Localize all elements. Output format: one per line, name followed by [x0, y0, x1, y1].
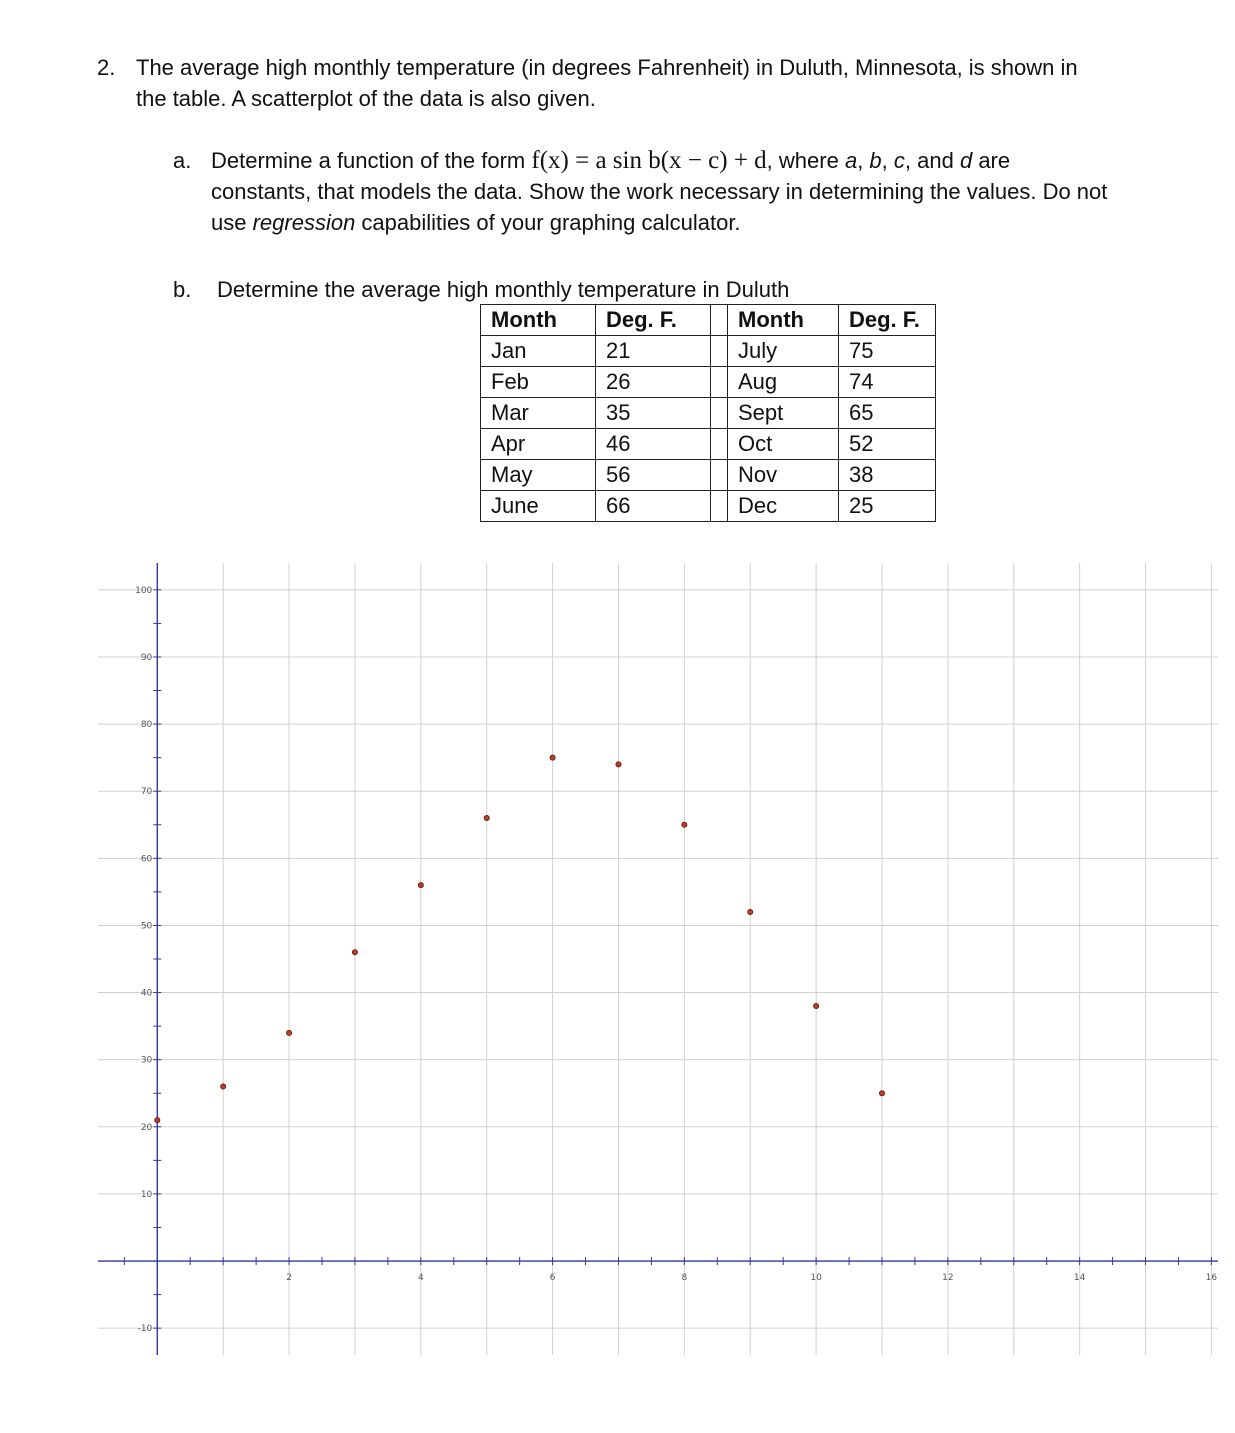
model-formula: f(x) = a sin b(x − c) + d: [531, 147, 767, 174]
month-cell: Aug: [728, 367, 839, 398]
constant-c: c: [893, 148, 905, 173]
temp-cell: 65: [839, 398, 936, 429]
sep-1: ,: [857, 148, 870, 173]
month-cell: Sept: [728, 398, 839, 429]
data-point: [550, 755, 555, 760]
table-row: [481, 460, 936, 491]
table-row: [481, 398, 936, 429]
header-deg-2: Deg. F.: [839, 305, 936, 336]
y-tick-label: 80: [140, 720, 153, 731]
data-point: [616, 762, 621, 767]
sep-3: , and: [904, 148, 960, 173]
scatterplot: [90, 555, 1225, 1360]
regression-word: regression: [252, 210, 356, 235]
y-tick-label: 50: [140, 921, 153, 932]
table-row: [481, 367, 936, 398]
temp-cell: 75: [839, 336, 936, 367]
spacer-cell: [711, 491, 728, 522]
y-tick-label: 30: [140, 1055, 153, 1066]
data-point: [484, 815, 489, 820]
month-cell: Mar: [481, 398, 596, 429]
header-month-1: Month: [481, 305, 596, 336]
x-tick-label: 10: [810, 1273, 822, 1284]
y-tick-label: 20: [140, 1122, 153, 1133]
month-cell: Dec: [728, 491, 839, 522]
data-point: [286, 1030, 291, 1035]
month-cell: Feb: [481, 367, 596, 398]
month-cell: May: [481, 460, 596, 491]
data-point: [221, 1084, 226, 1089]
data-point: [748, 909, 753, 914]
data-point: [879, 1091, 884, 1096]
x-tick-label: 4: [417, 1273, 424, 1284]
x-tick-label: 8: [681, 1273, 688, 1284]
spacer-cell: [711, 367, 728, 398]
part-a-lead: Determine a function of the form: [211, 148, 532, 173]
y-tick-label: 70: [140, 787, 153, 798]
temp-cell: 74: [839, 367, 936, 398]
spacer-cell: [711, 429, 728, 460]
part-a-letter: a.: [173, 148, 192, 173]
table-row: [481, 491, 936, 522]
x-tick-label: 2: [286, 1273, 292, 1284]
y-tick-label: 60: [140, 854, 153, 865]
question-text: The average high monthly temperature (in degrees Fahrenheit) in Duluth, Minnesota, is shown in the table. A scatterplot of the data is also given.: [136, 55, 1078, 111]
header-deg-1: Deg. F.: [596, 305, 711, 336]
month-cell: June: [481, 491, 596, 522]
spacer-cell: [711, 398, 728, 429]
part-b-letter: b.: [173, 277, 192, 302]
x-tick-label: 6: [549, 1273, 556, 1284]
month-cell: Oct: [728, 429, 839, 460]
data-point: [352, 950, 357, 955]
spacer-cell: [711, 460, 728, 491]
constant-a: a: [844, 148, 858, 173]
temp-cell: 52: [839, 429, 936, 460]
part-b-text: Determine the average high monthly temperature in Duluth: [217, 277, 790, 302]
data-point: [418, 883, 423, 888]
sep-2: ,: [881, 148, 894, 173]
y-tick-label: 90: [140, 652, 153, 663]
spacer-cell: [711, 305, 728, 336]
table-header-row: [481, 305, 936, 336]
part-a-text: [211, 145, 1111, 238]
header-month-2: Month: [728, 305, 839, 336]
x-tick-label: 16: [1205, 1273, 1218, 1284]
question-number: 2.: [97, 55, 116, 80]
y-tick-label: -10: [137, 1324, 153, 1335]
temp-cell: 21: [596, 336, 711, 367]
table-row: [481, 429, 936, 460]
data-point: [155, 1117, 160, 1122]
data-point: [814, 1003, 819, 1008]
temp-cell: 26: [596, 367, 711, 398]
month-cell: Apr: [481, 429, 596, 460]
month-cell: Nov: [728, 460, 839, 491]
month-cell: Jan: [481, 336, 596, 367]
part-a-end: are constants, that models the data. Show the work necessary in determining the values. Do not use: [211, 148, 1108, 235]
y-tick-label: 40: [140, 988, 153, 999]
spacer-cell: [711, 336, 728, 367]
temp-cell: 38: [839, 460, 936, 491]
y-tick-label: 100: [135, 585, 153, 596]
temp-cell: 35: [596, 398, 711, 429]
constant-d: d: [959, 148, 973, 173]
table-row: [481, 336, 936, 367]
data-point: [682, 822, 687, 827]
x-tick-label: 14: [1073, 1273, 1086, 1284]
part-a-tail: capabilities of your graphing calculator.: [355, 210, 741, 235]
month-cell: July: [728, 336, 839, 367]
part-a-where: , where: [766, 148, 845, 173]
temperature-table: [480, 304, 936, 522]
temp-cell: 25: [839, 491, 936, 522]
y-tick-label: 10: [140, 1189, 153, 1200]
x-tick-label: 12: [942, 1273, 954, 1284]
temp-cell: 46: [596, 429, 711, 460]
temp-cell: 56: [596, 460, 711, 491]
constant-b: b: [869, 148, 882, 173]
temp-cell: 66: [596, 491, 711, 522]
